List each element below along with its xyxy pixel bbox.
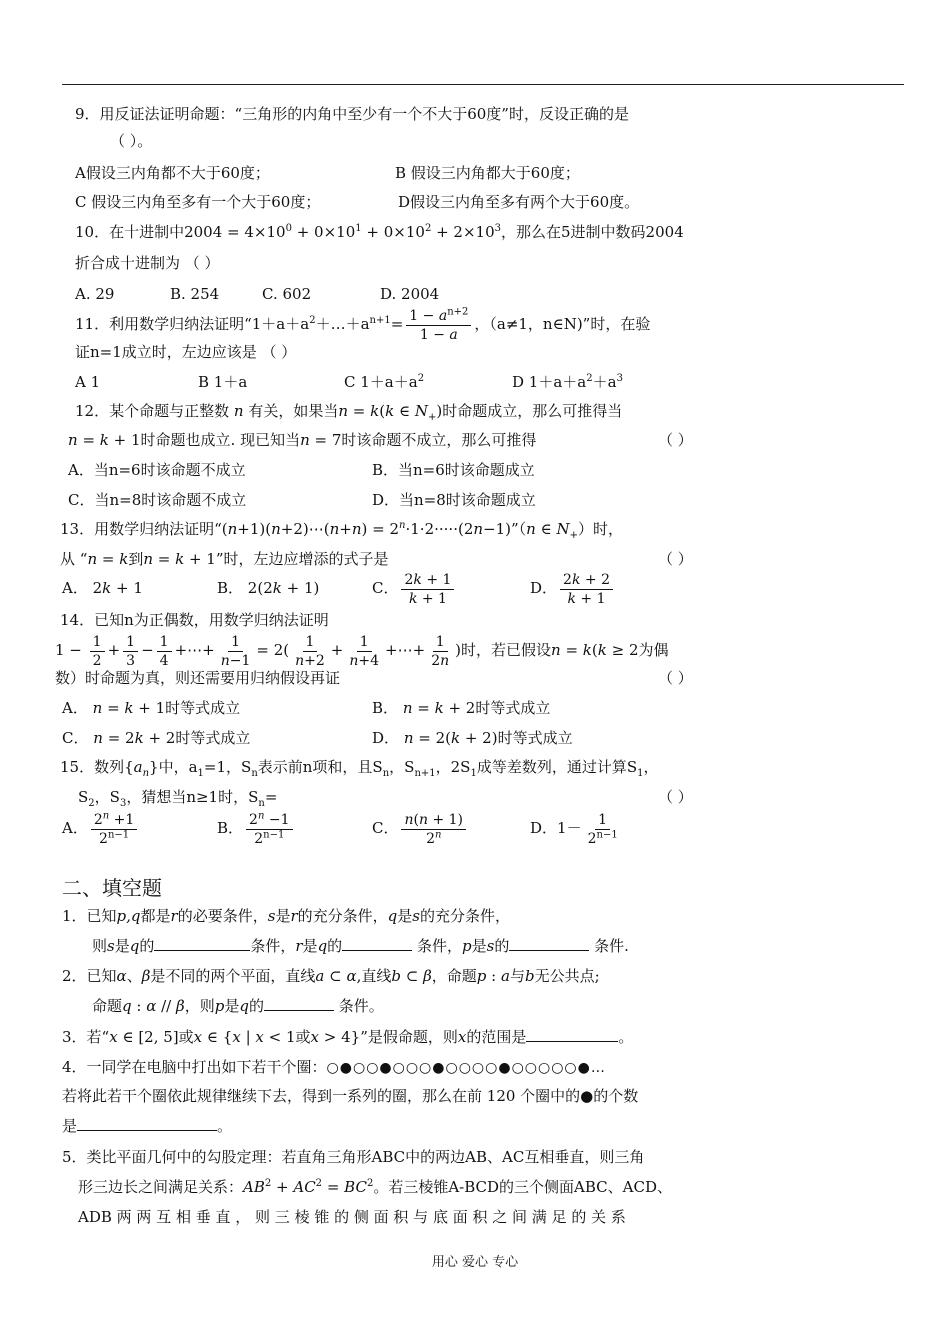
q11-option-a: A 1	[75, 373, 101, 391]
q10-option-b: B. 254	[170, 285, 220, 303]
f5-line-2: 形三边长之间满足关系：$AB^2 + AC^2 = BC^2$。若三棱锥A-BCD的三个侧面ABC、ACD、	[78, 1178, 672, 1196]
q14-option-a: A． n = k + 1时等式成立	[62, 699, 241, 717]
q11-option-c: C $1+a+a^2$	[344, 373, 425, 391]
f2-blank[interactable]	[264, 996, 334, 1011]
q10-formula: $2004 = 4\times 10^0 + 0\times 10^1 + 0\times 10^2 + 2\times 10^3$	[184, 223, 502, 241]
circle-sequence: ○●○○●○○○●○○○○●○○○○○●…	[326, 1060, 606, 1076]
q15-stem-1: 15．数列$\{a_n\}$中，$a_1=1$，$S_n$表示前n项和，且$S_n$，$S_{n+1}$，$2S_1$成等差数列，通过计算$S_1$，	[60, 758, 659, 779]
q10-option-c: C. 602	[262, 285, 312, 303]
f1-line-2: 则s是q的 条件，r是q的 条件，p是s的 条件.	[92, 937, 629, 955]
q14-stem-2: 1 − $\frac{1}{2}$ + $\frac{1}{3}$ − $\frac{1}{4}$ +⋯+ $\frac{1}{n-1}$ = 2( $\frac{1}{n+2}$ + $\frac{1}{n+4}$ +⋯+ $\frac{1}{2n}$ )时，若已假设n = k(k ≥ 2为偶	[55, 633, 669, 669]
q15-stem-2: $S_2$，$S_3$，猜想当n≥1时，$S_n=$	[78, 788, 278, 809]
q12-paren: （ ）	[658, 431, 693, 449]
q11-stem-2: 证n=1成立时，左边应该是 （ ）	[75, 343, 297, 361]
q15-option-b: B． $\frac{2^n -1}{2^{n-1}}$	[217, 806, 296, 850]
q12-stem-1: 12．某个命题与正整数 n 有关，如果当n = k(k ∈ $N_+$)时命题成立，那么可推得当	[75, 402, 623, 423]
q13-stem-2: 从 “n = k到n = k + 1”时，左边应增添的式子是	[60, 550, 389, 568]
q14-stem-1: 14．已知n为正偶数，用数学归纳法证明	[60, 611, 329, 629]
q9-option-a: A假设三内角都不大于60度；	[75, 164, 270, 182]
q14-paren: （ ）	[658, 669, 693, 687]
q15-option-d: D．1－ $\frac{1}{2^{n-1}}$	[530, 811, 618, 847]
section-title-fill-in: 二、填空题	[62, 876, 162, 900]
q9-paren: （ ）。	[110, 132, 153, 150]
q9-option-d: D假设三内角至多有两个大于60度。	[398, 193, 640, 211]
f3-line: 3．若“x ∈ [2, 5]或x ∈ {x | x < 1或x > 4}”是假命题，则x的范围是 。	[62, 1028, 634, 1046]
q14-stem-3: 数）时命题为真，则还需要用归纳假设再证	[55, 669, 341, 687]
q14-option-b: B． n = k + 2时等式成立	[372, 699, 551, 717]
q13-paren: （ ）	[658, 550, 693, 568]
f4-line-3: 是 。	[62, 1117, 233, 1135]
q15-option-a: A． $\frac{2^n +1}{2^{n-1}}$	[62, 806, 140, 850]
q15-paren: （ ）	[658, 788, 693, 806]
f1-line-1: 1．已知p,q都是r的必要条件，s是r的充分条件，q是s的充分条件，	[62, 907, 510, 925]
f4-line-1: 4．一同学在电脑中打出如下若干个圈：○●○○●○○○●○○○○●○○○○○●…	[62, 1058, 606, 1076]
f2-line-1: 2．已知α、β是不同的两个平面，直线a ⊂ α,直线b ⊂ β，命题p : a与b无公共点;	[62, 967, 600, 985]
q10-option-d: D. 2004	[380, 285, 440, 303]
q9-stem: 9．用反证法证明命题：“三角形的内角中至少有一个不大于60度”时，反设正确的是	[75, 105, 629, 123]
f4-blank[interactable]	[77, 1116, 217, 1131]
f3-blank[interactable]	[526, 1027, 618, 1042]
q14-option-c: C． n = 2k + 2时等式成立	[62, 729, 251, 747]
q12-stem-2: n = k + 1时命题也成立. 现已知当n = 7时该命题不成立，那么可推得	[68, 431, 537, 449]
footer-slogan: 用心 爱心 专心	[431, 1255, 519, 1270]
f5-line-3: ADB 两 两 互 相 垂 直 ， 则 三 棱 锥 的 侧 面 积 与 底 面 积 之 间 满 足 的 关 系	[78, 1208, 626, 1226]
f1-blank-3[interactable]	[509, 936, 589, 951]
q13-option-d: D． $\frac{2k + 2}{k + 1}$	[530, 566, 616, 610]
q15-option-c: C． $\frac{n(n + 1)}{2^n}$	[372, 806, 469, 850]
q13-option-a: A． 2k + 1	[62, 579, 143, 597]
q13-stem-1: 13．用数学归纳法证明“(n+1)(n+2)⋯(n+n) = $2^n\cdot 1\cdot 2\cdot\cdot\cdot\cdot\cdot(2n-1)”(n$ ∈ $N_+$）时，	[60, 520, 624, 541]
q10-stem: 10．在十进制中$2004 = 4\times 10^0 + 0\times 10^1 + 0\times 10^2 + 2\times 10^3$，那么在5进制中数码2004	[75, 223, 684, 241]
q11-option-b: B 1＋a	[198, 373, 248, 391]
q13-option-b: B． 2(2k + 1)	[217, 579, 320, 597]
q9-option-b: B 假设三内角都大于60度；	[395, 164, 580, 182]
q11-option-d: D $1+a+a^2+a^3$	[512, 373, 623, 391]
q12-option-d: D．当n=8时该命题成立	[372, 491, 536, 509]
q10-stem-2: 折合成十进制为 （ ）	[75, 254, 220, 272]
q12-option-b: B．当n=6时该命题成立	[372, 461, 535, 479]
f5-line-1: 5．类比平面几何中的勾股定理：若直角三角形ABC中的两边AB、AC互相垂直，则三角	[62, 1148, 645, 1166]
q11-stem: 11．利用数学归纳法证明“$1+a+a^2+\dots+a^{n+1}=$ $\frac{1 - a^{n+2}}{1 - a}$ ，（a≠1，n∈N)”时，在验	[75, 305, 651, 343]
f1-blank-1[interactable]	[154, 936, 250, 951]
f1-blank-2[interactable]	[342, 936, 412, 951]
q10-option-a: A. 29	[75, 285, 115, 303]
header-rule	[62, 84, 904, 85]
q12-option-a: A．当n=6时该命题不成立	[68, 461, 246, 479]
f2-line-2: 命题q : α // β，则p是q的 条件。	[92, 997, 384, 1015]
q9-option-c: C 假设三内角至多有一个大于60度；	[75, 193, 321, 211]
q11-fraction: $\frac{1 - a^{n+2}}{1 - a}$	[406, 307, 471, 344]
q13-option-c: C． $\frac{2k + 1}{k + 1}$	[372, 566, 457, 610]
q12-option-c: C．当n=8时该命题不成立	[68, 491, 247, 509]
f4-line-2: 若将此若干个圈依此规律继续下去，得到一系列的圈，那么在前 120 个圈中的●的个数	[62, 1087, 639, 1105]
q14-option-d: D． n = 2(k + 2)时等式成立	[372, 729, 573, 747]
